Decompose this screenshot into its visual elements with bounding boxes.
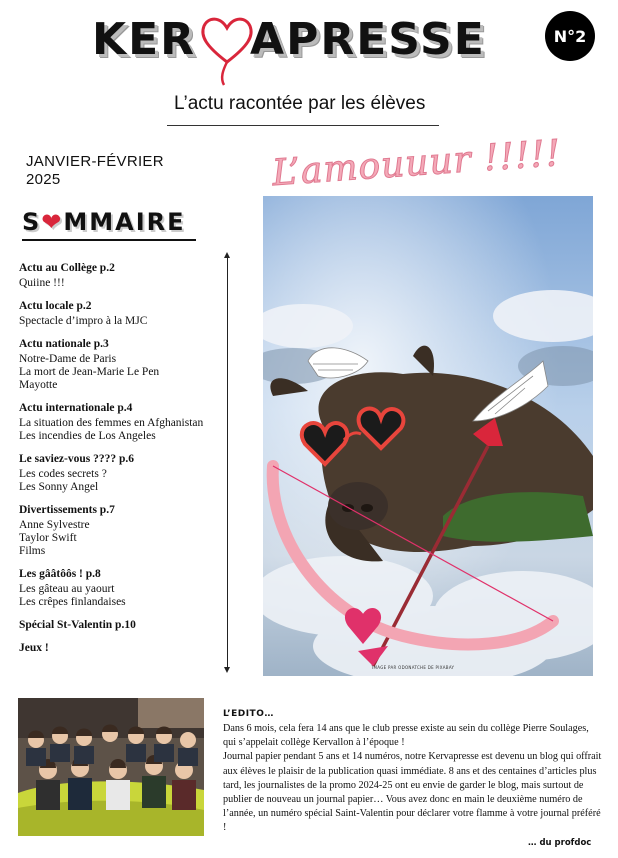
toc-heading: Le saviez-vous ???? p.6 [19, 453, 134, 465]
toc-heading: Actu nationale p.3 [19, 338, 109, 350]
masthead-title [92, 14, 486, 65]
toc-item: Spectacle d’impro à la MJC [19, 315, 148, 327]
table-of-contents [19, 262, 224, 665]
toc-section [19, 262, 224, 290]
masthead-title-right: APRESSE [250, 14, 486, 65]
cover-headline: L’amouuur !!!!! [270, 132, 563, 195]
toc-section [19, 402, 224, 443]
toc-item: Les incendies de Los Angeles [19, 430, 156, 442]
toc-section [19, 300, 224, 328]
issue-badge: N°2 [545, 11, 595, 61]
toc-item: Quiine !!! [19, 277, 65, 289]
masthead-title-left: KER [92, 14, 197, 65]
toc-section [19, 642, 224, 655]
toc-heading: Divertissements p.7 [19, 504, 115, 516]
toc-heading: Les gââtôôs ! p.8 [19, 568, 101, 580]
toc-section [19, 619, 224, 632]
toc-divider-arrow [227, 256, 228, 669]
heart-logo-icon [196, 10, 258, 88]
toc-item: Les crêpes finlandaises [19, 596, 126, 608]
summary-title-end: MMAIRE [63, 208, 186, 236]
toc-item: Les Sonny Angel [19, 481, 99, 493]
summary-underline [22, 239, 196, 241]
club-group-photo [18, 698, 204, 836]
toc-item: Les gâteau au yaourt [19, 583, 115, 595]
toc-heading: Actu au Collège p.2 [19, 262, 115, 274]
toc-section [19, 504, 224, 558]
heart-icon: ❤ [41, 208, 64, 236]
toc-section [19, 453, 224, 494]
toc-heading: Spécial St-Valentin p.10 [19, 619, 136, 631]
toc-item: La mort de Jean-Marie Le Pen [19, 366, 160, 378]
tagline-underline [167, 125, 439, 126]
toc-section [19, 568, 224, 609]
edito-paragraph: Dans 6 mois, cela fera 14 ans que le club presse existe au sein du collège Pierre Soulages, qui s’appelait collège Kervallon à l’époque ! [223, 723, 589, 749]
toc-heading: Actu locale p.2 [19, 300, 92, 312]
issue-date-months: JANVIER-FÉVRIER [26, 153, 164, 170]
issue-date-year: 2025 [26, 171, 61, 188]
image-credit: IMAGE PAR ODONATCHE DE PIXABAY [372, 665, 455, 670]
toc-section [19, 338, 224, 392]
toc-item: Les codes secrets ? [19, 468, 107, 480]
toc-item: Notre-Dame de Paris [19, 353, 117, 365]
toc-item: Anne Sylvestre [19, 519, 90, 531]
toc-item: Mayotte [19, 379, 58, 391]
edito-paragraph: Journal papier pendant 5 ans et 14 numéros, notre Kervapresse est devenu un blog qui offrait aux élèves le plaisir de la publication quasi immédiate. 8 ans et des centaines d’articles plus tard, les journalistes de la promo 2024-25 ont eu envie de garder le blog, mais surtout de publier de nouveau un journal papier… Vous avez donc en main le deuxième numéro de l’année, un numéro spécial Saint-Valentin pour déclarer votre flamme à votre journal préféré ! [223, 751, 602, 834]
issue-date [26, 153, 164, 189]
toc-heading: Jeux ! [19, 642, 49, 654]
toc-item: Films [19, 545, 46, 557]
summary-title [22, 208, 186, 236]
edito-body [223, 722, 603, 836]
summary-title-start: S [22, 208, 42, 236]
edito-title: L’EDITO… [223, 709, 274, 719]
cover-illustration [263, 196, 593, 676]
edito-signature: … du profdoc [528, 838, 592, 848]
toc-item: La situation des femmes en Afghanistan [19, 417, 204, 429]
tagline: L’actu racontée par les élèves [174, 93, 426, 114]
toc-item: Taylor Swift [19, 532, 77, 544]
toc-heading: Actu internationale p.4 [19, 402, 133, 414]
